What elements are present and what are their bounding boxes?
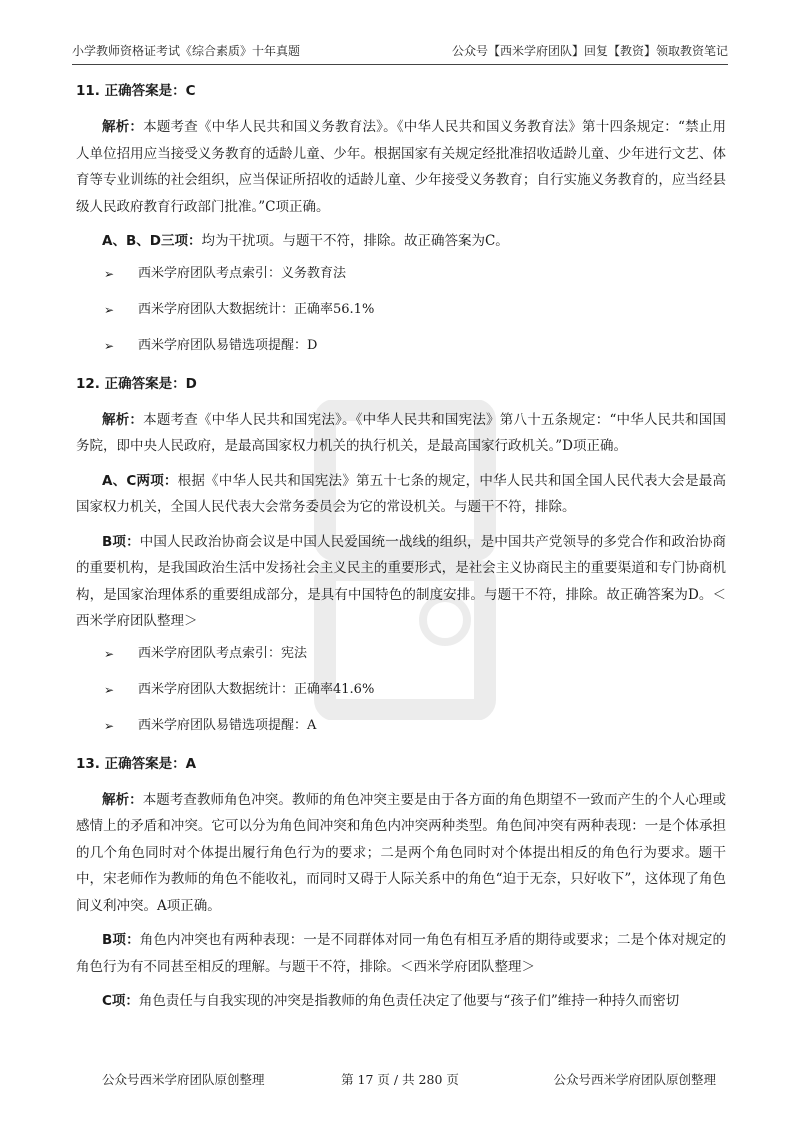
q13-analysis [76, 787, 726, 920]
para-label: 解析： [102, 411, 144, 428]
list-item [76, 715, 726, 737]
para-text: 本题考查《中华人民共和国义务教育法》。《中华人民共和国义务教育法》第十四条规定：“禁止用人单位招用应当接受义务教育的适龄儿童、少年。根据国家有关规定经批准招收适龄儿童、少年进行文艺、体育等专业训练的社会组织，应当保证所招收的适龄儿童、少年接受义务教育；自行实施义务教育的，应当经县级人民政府教育行政部门批准。”C项正确。 [76, 119, 727, 215]
list-item [76, 335, 726, 357]
bullet-text: 西米学府团队易错选项提醒：D [138, 337, 318, 353]
q11-analysis [76, 114, 726, 220]
para-text: 均为干扰项。与题干不符，排除。故正确答案为C。 [201, 233, 509, 249]
page-number: 第 17 页 / 共 280 页 [341, 1072, 459, 1087]
header-right-note: 公众号【西米学府团队】回复【教资】领取教资笔记 [451, 44, 728, 58]
list-item [76, 299, 726, 321]
arrow-bullet-icon: ➢ [104, 266, 115, 281]
bullet-text: 西米学府团队考点索引：宪法 [138, 645, 308, 661]
question-12-answer: 12. 正确答案是：D [76, 375, 197, 392]
bullet-text: 西米学府团队考点索引：义务教育法 [138, 265, 347, 281]
para-text: 中国人民政治协商会议是中国人民爱国统一战线的组织，是中国共产党领导的多党合作和政治协商的重要机构，是我国政治生活中发扬社会主义民主的重要形式，是社会主义协商民主的重要渠道和专门协商机构，是国家治理体系的重要组成部分，是具有中国特色的制度安排。与题干不符，排除。故正确答案为D。＜西米学府团队整理＞ [76, 533, 727, 629]
footer-right: 公众号西米学府团队原创整理 [553, 1072, 716, 1087]
arrow-bullet-icon: ➢ [104, 646, 115, 661]
para-label: 解析： [102, 119, 144, 135]
page-header [72, 38, 728, 65]
arrow-bullet-icon: ➢ [104, 682, 115, 697]
page-footer [0, 1070, 800, 1090]
para-label: C项： [102, 993, 139, 1009]
header-left-title: 小学教师资格证考试《综合素质》十年真题 [72, 44, 301, 58]
document-body [76, 80, 726, 1023]
q13-option-c [76, 988, 726, 1015]
list-item [76, 643, 726, 665]
para-text: 角色责任与自我实现的冲突是指教师的角色责任决定了他要与“孩子们”维持一种持久而密切 [138, 993, 680, 1009]
arrow-bullet-icon: ➢ [104, 718, 115, 733]
arrow-bullet-icon: ➢ [104, 302, 115, 317]
list-item [76, 679, 726, 701]
q12-option-b [76, 529, 726, 635]
question-13-answer: 13. 正确答案是：A [76, 755, 197, 772]
list-item [76, 263, 726, 285]
para-label: B项： [102, 932, 140, 948]
para-text: 本题考查《中华人民共和国宪法》。《中华人民共和国宪法》第八十五条规定：“中华人民共和国国务院，即中央人民政府，是最高国家权力机关的执行机关，是最高国家行政机关。”D项正确。 [76, 411, 727, 454]
q12-option-ac [76, 468, 726, 521]
arrow-bullet-icon: ➢ [104, 338, 115, 353]
bullet-text: 西米学府团队大数据统计：正确率56.1% [138, 301, 375, 317]
para-label: B项： [102, 533, 140, 550]
para-text: 根据《中华人民共和国宪法》第五十七条的规定，中华人民共和国全国人民代表大会是最高国家权力机关，全国人民代表大会常务委员会为它的常设机关。与题干不符，排除。 [76, 472, 727, 515]
q13-option-b [76, 927, 726, 980]
para-label: A、C两项： [102, 472, 178, 489]
q11-option-note [76, 228, 726, 255]
bullet-text: 西米学府团队大数据统计：正确率41.6% [138, 681, 375, 697]
q12-analysis [76, 407, 726, 460]
para-label: 解析： [102, 791, 143, 808]
para-text: 角色内冲突也有两种表现：一是不同群体对同一角色有相互矛盾的期待或要求；二是个体对规定的角色行为有不同甚至相反的理解。与题干不符，排除。＜西米学府团队整理＞ [76, 932, 727, 975]
bullet-text: 西米学府团队易错选项提醒：A [138, 717, 317, 733]
footer-left: 公众号西米学府团队原创整理 [102, 1072, 265, 1087]
para-label: A、B、D三项： [102, 233, 202, 249]
para-text: 本题考查教师角色冲突。教师的角色冲突主要是由于各方面的角色期望不一致而产生的个人心理或感情上的矛盾和冲突。它可以分为角色间冲突和角色内冲突两种类型。角色间冲突有两种表现：一是个体承担的几个角色同时对个体提出履行角色行为的要求；二是两个角色同时对个体提出相反的角色行为要求。题干中，宋老师作为教师的角色不能收礼，而同时又碍于人际关系中的角色“迫于无奈，只好收下”，这体现了角色间义利冲突。A项正确。 [76, 791, 727, 914]
question-11-answer: 11. 正确答案是：C [76, 83, 196, 99]
